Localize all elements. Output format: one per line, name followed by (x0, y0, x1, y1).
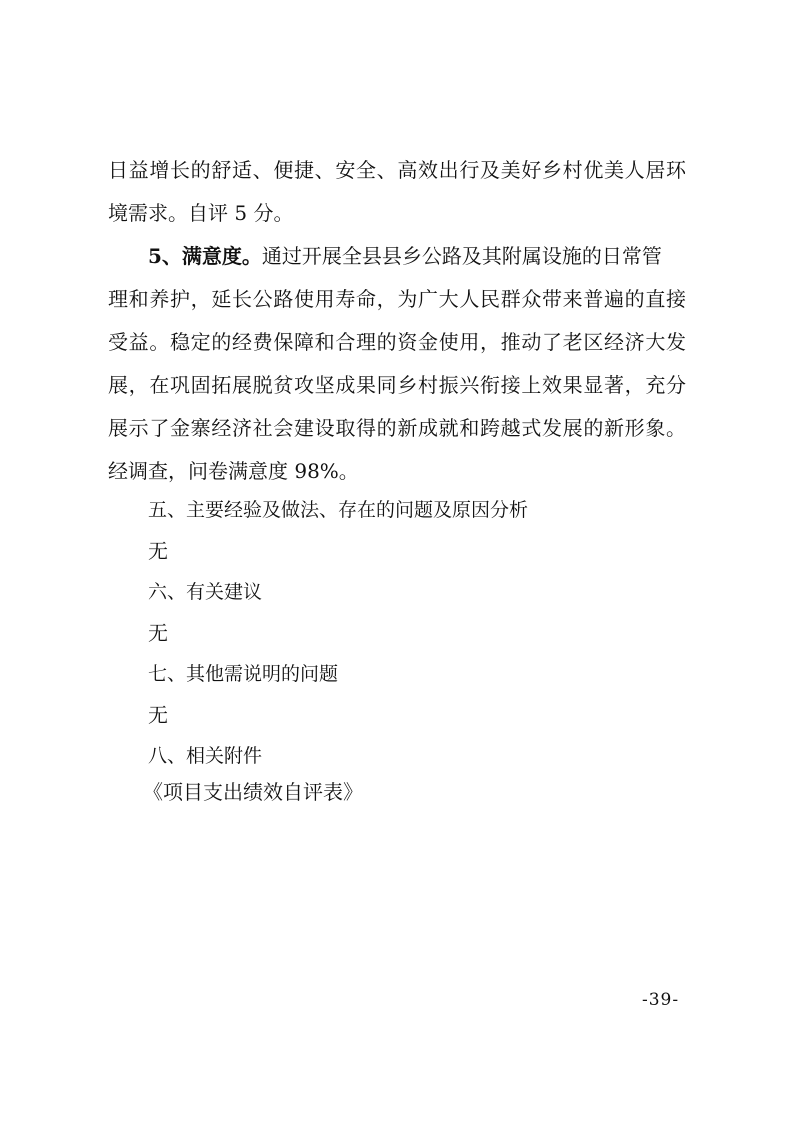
paragraph-text: 通过开展全县县乡公路及其附属设施的日常管 (261, 244, 662, 268)
attachment-title: 《项目支出绩效自评表》 (143, 780, 363, 804)
satisfaction-heading: 5、满意度。 (148, 244, 262, 268)
section-title-6: 六、有关建议 (148, 581, 263, 603)
paragraph-line (148, 243, 686, 269)
paragraph-line: 境需求。自评 5 分。 (108, 201, 294, 225)
paragraph-line: 受益。稳定的经费保障和合理的资金使用，推动了老区经济大发 (108, 330, 686, 354)
section-title-8: 八、相关附件 (148, 745, 263, 767)
paragraph-line: 理和养护，延长公路使用寿命，为广大人民群众带来普遍的直接 (108, 287, 686, 311)
section-title-7: 七、其他需说明的问题 (148, 663, 339, 685)
section-body-6: 无 (148, 621, 168, 645)
section-title-5: 五、主要经验及做法、存在的问题及原因分析 (148, 499, 529, 521)
paragraph-line: 展，在巩固拓展脱贫攻坚成果同乡村振兴衔接上效果显著，充分 (108, 373, 686, 397)
paragraph-line: 日益增长的舒适、便捷、安全、高效出行及美好乡村优美人居环 (108, 158, 686, 182)
section-body-5: 无 (148, 539, 168, 563)
page-number: -39- (642, 990, 680, 1010)
section-body-7: 无 (148, 703, 168, 727)
paragraph-line: 经调查，问卷满意度 98%。 (108, 459, 359, 483)
paragraph-line: 展示了金寨经济社会建设取得的新成就和跨越式发展的新形象。 (108, 416, 686, 440)
